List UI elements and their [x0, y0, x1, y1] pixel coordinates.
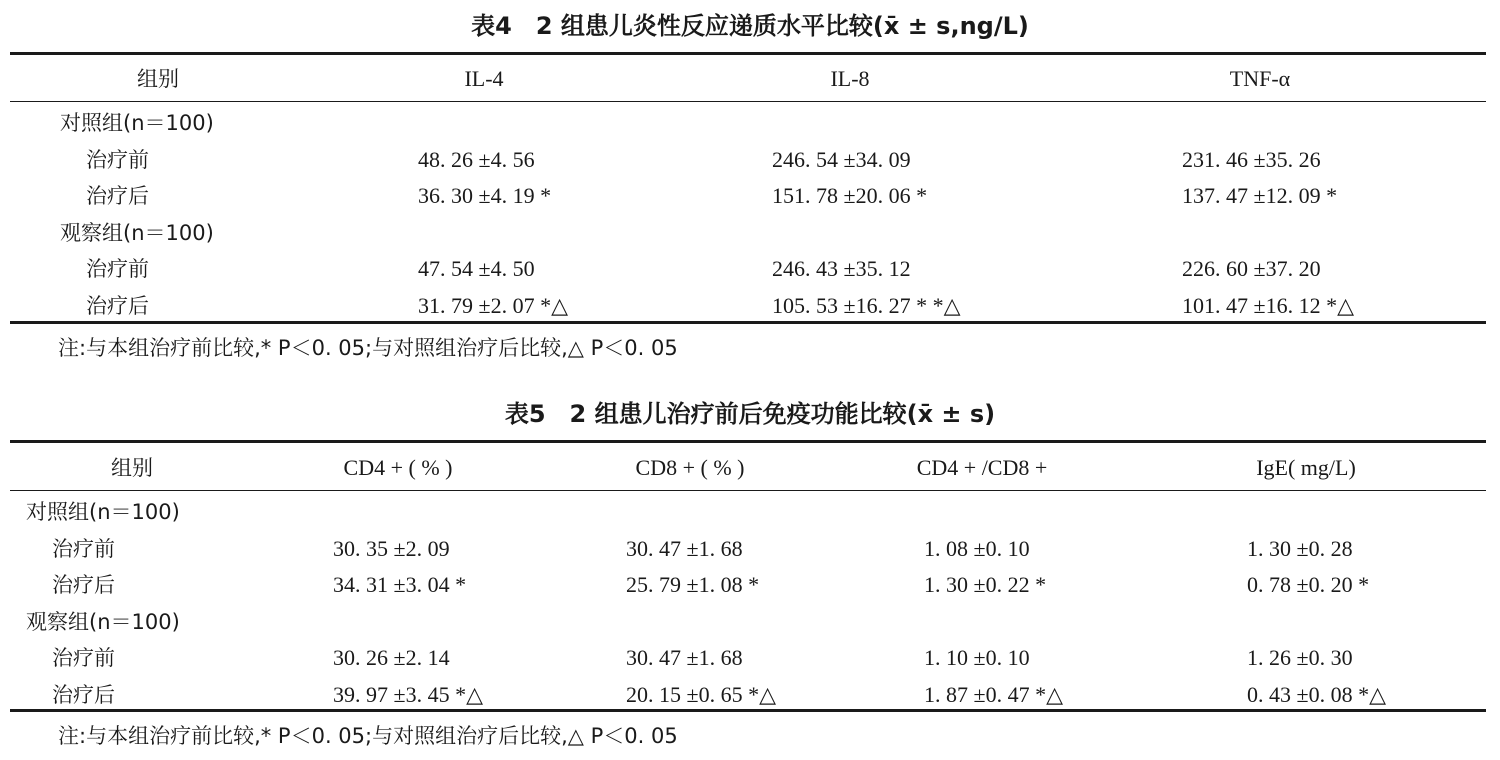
table-cell: 0. 43 ±0. 08 *△ — [1247, 682, 1386, 707]
table-cell: 1. 30 ±0. 22 * — [924, 572, 1047, 598]
row-label: 治疗后 — [52, 683, 115, 707]
table5-top-rule — [10, 440, 1486, 443]
table-cell: 137. 47 ±12. 09 * — [1182, 183, 1338, 209]
table-cell: 1. 08 ±0. 10 — [924, 535, 1030, 561]
table-cell: 48. 26 ±4. 56 — [418, 146, 535, 172]
table-cell: 30. 26 ±2. 14 — [333, 645, 450, 671]
row-label: 治疗前 — [86, 147, 149, 172]
table4-header-rule — [10, 101, 1486, 102]
table5-caption: 表5 2 组患儿治疗前后免疫功能比较(x̄ ± s) — [504, 400, 996, 428]
row-label: 治疗后 — [86, 294, 149, 318]
table5-header-rule — [10, 490, 1486, 491]
table-cell: 36. 30 ±4. 19 * — [418, 183, 552, 209]
table-cell: 151. 78 ±20. 06 * — [772, 183, 928, 209]
row-label: 治疗前 — [86, 257, 149, 282]
table-cell: 39. 97 ±3. 45 *△ — [333, 682, 483, 707]
table5-header-cd8: CD8 + ( % ) — [635, 455, 745, 480]
table-cell: 0. 78 ±0. 20 * — [1247, 572, 1370, 598]
table4-header-il4: IL-4 — [464, 66, 504, 91]
row-label: 治疗后 — [86, 184, 149, 209]
table-cell: 1. 30 ±0. 28 — [1247, 535, 1353, 561]
table-cell: 20. 15 ±0. 65 *△ — [626, 682, 776, 707]
table-cell: 226. 60 ±37. 20 — [1182, 256, 1321, 282]
table-cell: 30. 47 ±1. 68 — [626, 535, 743, 561]
table4-header-group: 组别 — [137, 67, 179, 91]
table5-header-ige: IgE( mg/L) — [1256, 455, 1356, 480]
table-cell: 246. 54 ±34. 09 — [772, 146, 911, 172]
group-label: 对照组(n＝100) — [26, 500, 180, 524]
table-cell: 1. 10 ±0. 10 — [924, 645, 1030, 671]
table4-note: 注:与本组治疗前比较,* P＜0. 05;与对照组治疗后比较,△ P＜0. 05 — [58, 336, 678, 360]
table5-note: 注:与本组治疗前比较,* P＜0. 05;与对照组治疗后比较,△ P＜0. 05 — [58, 724, 678, 748]
table-cell: 47. 54 ±4. 50 — [418, 256, 535, 282]
table4-header-tnf: TNF-α — [1229, 66, 1291, 91]
table4-bottom-rule — [10, 321, 1486, 324]
table5-header-ratio: CD4 + /CD8 + — [916, 455, 1048, 480]
table-cell: 231. 46 ±35. 26 — [1182, 146, 1321, 172]
table-cell: 30. 47 ±1. 68 — [626, 645, 743, 671]
table4-top-rule — [10, 52, 1486, 55]
table-cell: 34. 31 ±3. 04 * — [333, 572, 467, 598]
table4-header-il8: IL-8 — [830, 66, 870, 91]
table-cell: 1. 26 ±0. 30 — [1247, 645, 1353, 671]
table-cell: 30. 35 ±2. 09 — [333, 535, 450, 561]
table-cell: 246. 43 ±35. 12 — [772, 256, 911, 282]
group-label: 对照组(n＝100) — [60, 111, 214, 135]
table5-bottom-rule — [10, 709, 1486, 712]
table5-header-cd4: CD4 + ( % ) — [343, 455, 453, 480]
table-cell: 1. 87 ±0. 47 *△ — [924, 682, 1063, 707]
group-label: 观察组(n＝100) — [60, 220, 214, 245]
row-label: 治疗前 — [52, 646, 115, 671]
table5-header-group: 组别 — [111, 456, 153, 480]
table4-caption: 表4 2 组患儿炎性反应递质水平比较(x̄ ± s,ng/L) — [471, 12, 1029, 40]
row-label: 治疗后 — [52, 573, 115, 598]
table-cell: 25. 79 ±1. 08 * — [626, 572, 760, 598]
row-label: 治疗前 — [52, 536, 115, 561]
group-label: 观察组(n＝100) — [26, 609, 180, 634]
table-cell: 31. 79 ±2. 07 *△ — [418, 293, 568, 318]
table-cell: 105. 53 ±16. 27 * *△ — [772, 293, 961, 318]
table-cell: 101. 47 ±16. 12 *△ — [1182, 293, 1354, 318]
